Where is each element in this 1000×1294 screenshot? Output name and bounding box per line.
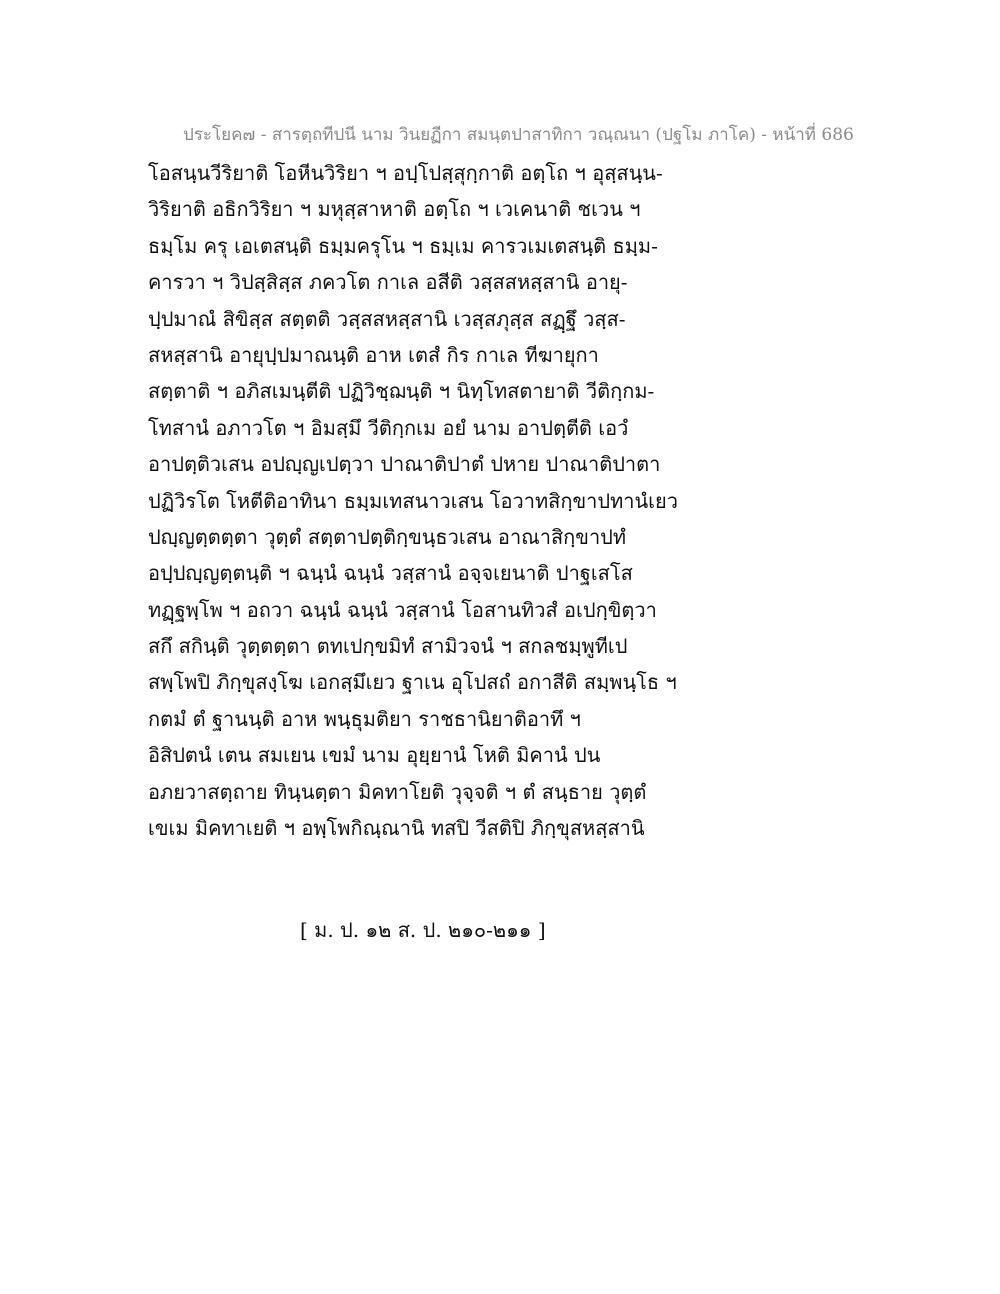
text-line: อิสิปตนํ เตน สมเยน เขมํ นาม อุยฺยานํ โหติ มิคานํ ปน <box>148 743 601 768</box>
text-line: อปฺปญฺญตฺตนฺติ ฯ ฉนฺนํ ฉนฺนํ วสฺสานํ อจฺจเยนาติ ปาฐเสโส <box>148 561 633 586</box>
text-line: คารวา ฯ วิปสฺสิสฺส ภควโต กาเล อสีติ วสฺสสหสฺสานิ อายุ- <box>148 270 628 295</box>
text-line: เขเม มิคทาเยติ ฯ อพฺโพกิณฺณานิ ทสปิ วีสติปิ ภิกฺขุสหสฺสานิ <box>148 816 645 841</box>
text-line: ปญฺญตฺตตฺตา วุตฺตํ สตฺตาปตฺติกฺขนฺธวเสน อาณาสิกฺขาปทํ <box>148 524 627 549</box>
text-line: วิริยาติ อธิกวิริยา ฯ มหุสฺสาหาติ อตฺโถ ฯ เวเคนาติ ชเวน ฯ <box>148 197 641 222</box>
text-line: โอสนฺนวีริยาติ โอหีนวิริยา ฯ อปฺโปสฺสุกฺกาติ อตฺโถ ฯ อุสฺสนฺน- <box>148 161 663 185</box>
text-line: ธมฺโม ครุ เอเตสนฺติ ธมฺมครุโน ฯ ธมฺเม คารวเมเตสนฺติ ธมฺม- <box>148 233 658 258</box>
text-line: อาปตฺติวเสน อปญฺญเปตฺวา ปาณาติปาตํ ปหาย ปาณาติปาตา <box>148 452 661 477</box>
text-line: โทสานํ อภาวโต ฯ อิมสฺมึ วีติกฺกเม อยํ นาม อาปตฺตีติ เอวํ <box>148 415 629 440</box>
text-line: สตฺตาติ ฯ อภิสเมนฺตีติ ปฏิวิชฺฌนฺติ ฯ นิทฺโทสตายาติ วีติกฺกม- <box>148 379 655 404</box>
text-line: สหสฺสานิ อายุปฺปมาณนฺติ อาห เตสํ กิร กาเล ทีฆายุกา <box>148 342 599 367</box>
scripture-reference: [ ม. ป. ๑๒ ส. ป. ๒๑๐-๒๑๑ ] <box>300 918 546 942</box>
page-header: ประโยค๗ - สารตฺถทีปนี นาม วินยฏีกา สมนฺตปาสาทิกา วณฺณนา (ปฐโม ภาโค) - หน้าที่ 686 <box>183 125 854 145</box>
text-line: ปฏิวิรโต โหตีติอาทินา ธมฺมเทสนาวเสน โอวาทสิกฺขาปทานํเยว <box>148 488 678 513</box>
text-line: สพฺโพปิ ภิกฺขุสงฺโฆ เอกสฺมึเยว ฐาเน อุโปสถํ อกาสีติ สมฺพนฺโธ ฯ <box>148 670 677 695</box>
text-line: ปฺปมาณํ สิขิสฺส สตฺตติ วสฺสสหสฺสานิ เวสฺสภุสฺส สฏฺฐึ วสฺส- <box>148 306 626 331</box>
text-line: อภยวาสตฺถาย ทินฺนตฺตา มิคทาโยติ วุจฺจติ ฯ ตํ สนฺธาย วุตฺตํ <box>148 779 647 804</box>
body-text <box>148 155 848 846</box>
text-line: สกึ สกินฺติ วุตฺตตฺตา ตทเปกฺขมิทํ สามิวจนํ ฯ สกลชมฺพูทีเป <box>148 634 628 659</box>
text-line: กตมํ ตํ ฐานนฺติ อาห พนฺธุมติยา ราชธานิยาติอาทึ ฯ <box>148 706 581 731</box>
text-line: ทฏฺฐพฺโพ ฯ อถวา ฉนฺนํ ฉนฺนํ วสฺสานํ โอสานทิวสํ อเปกฺขิตฺวา <box>148 597 657 622</box>
